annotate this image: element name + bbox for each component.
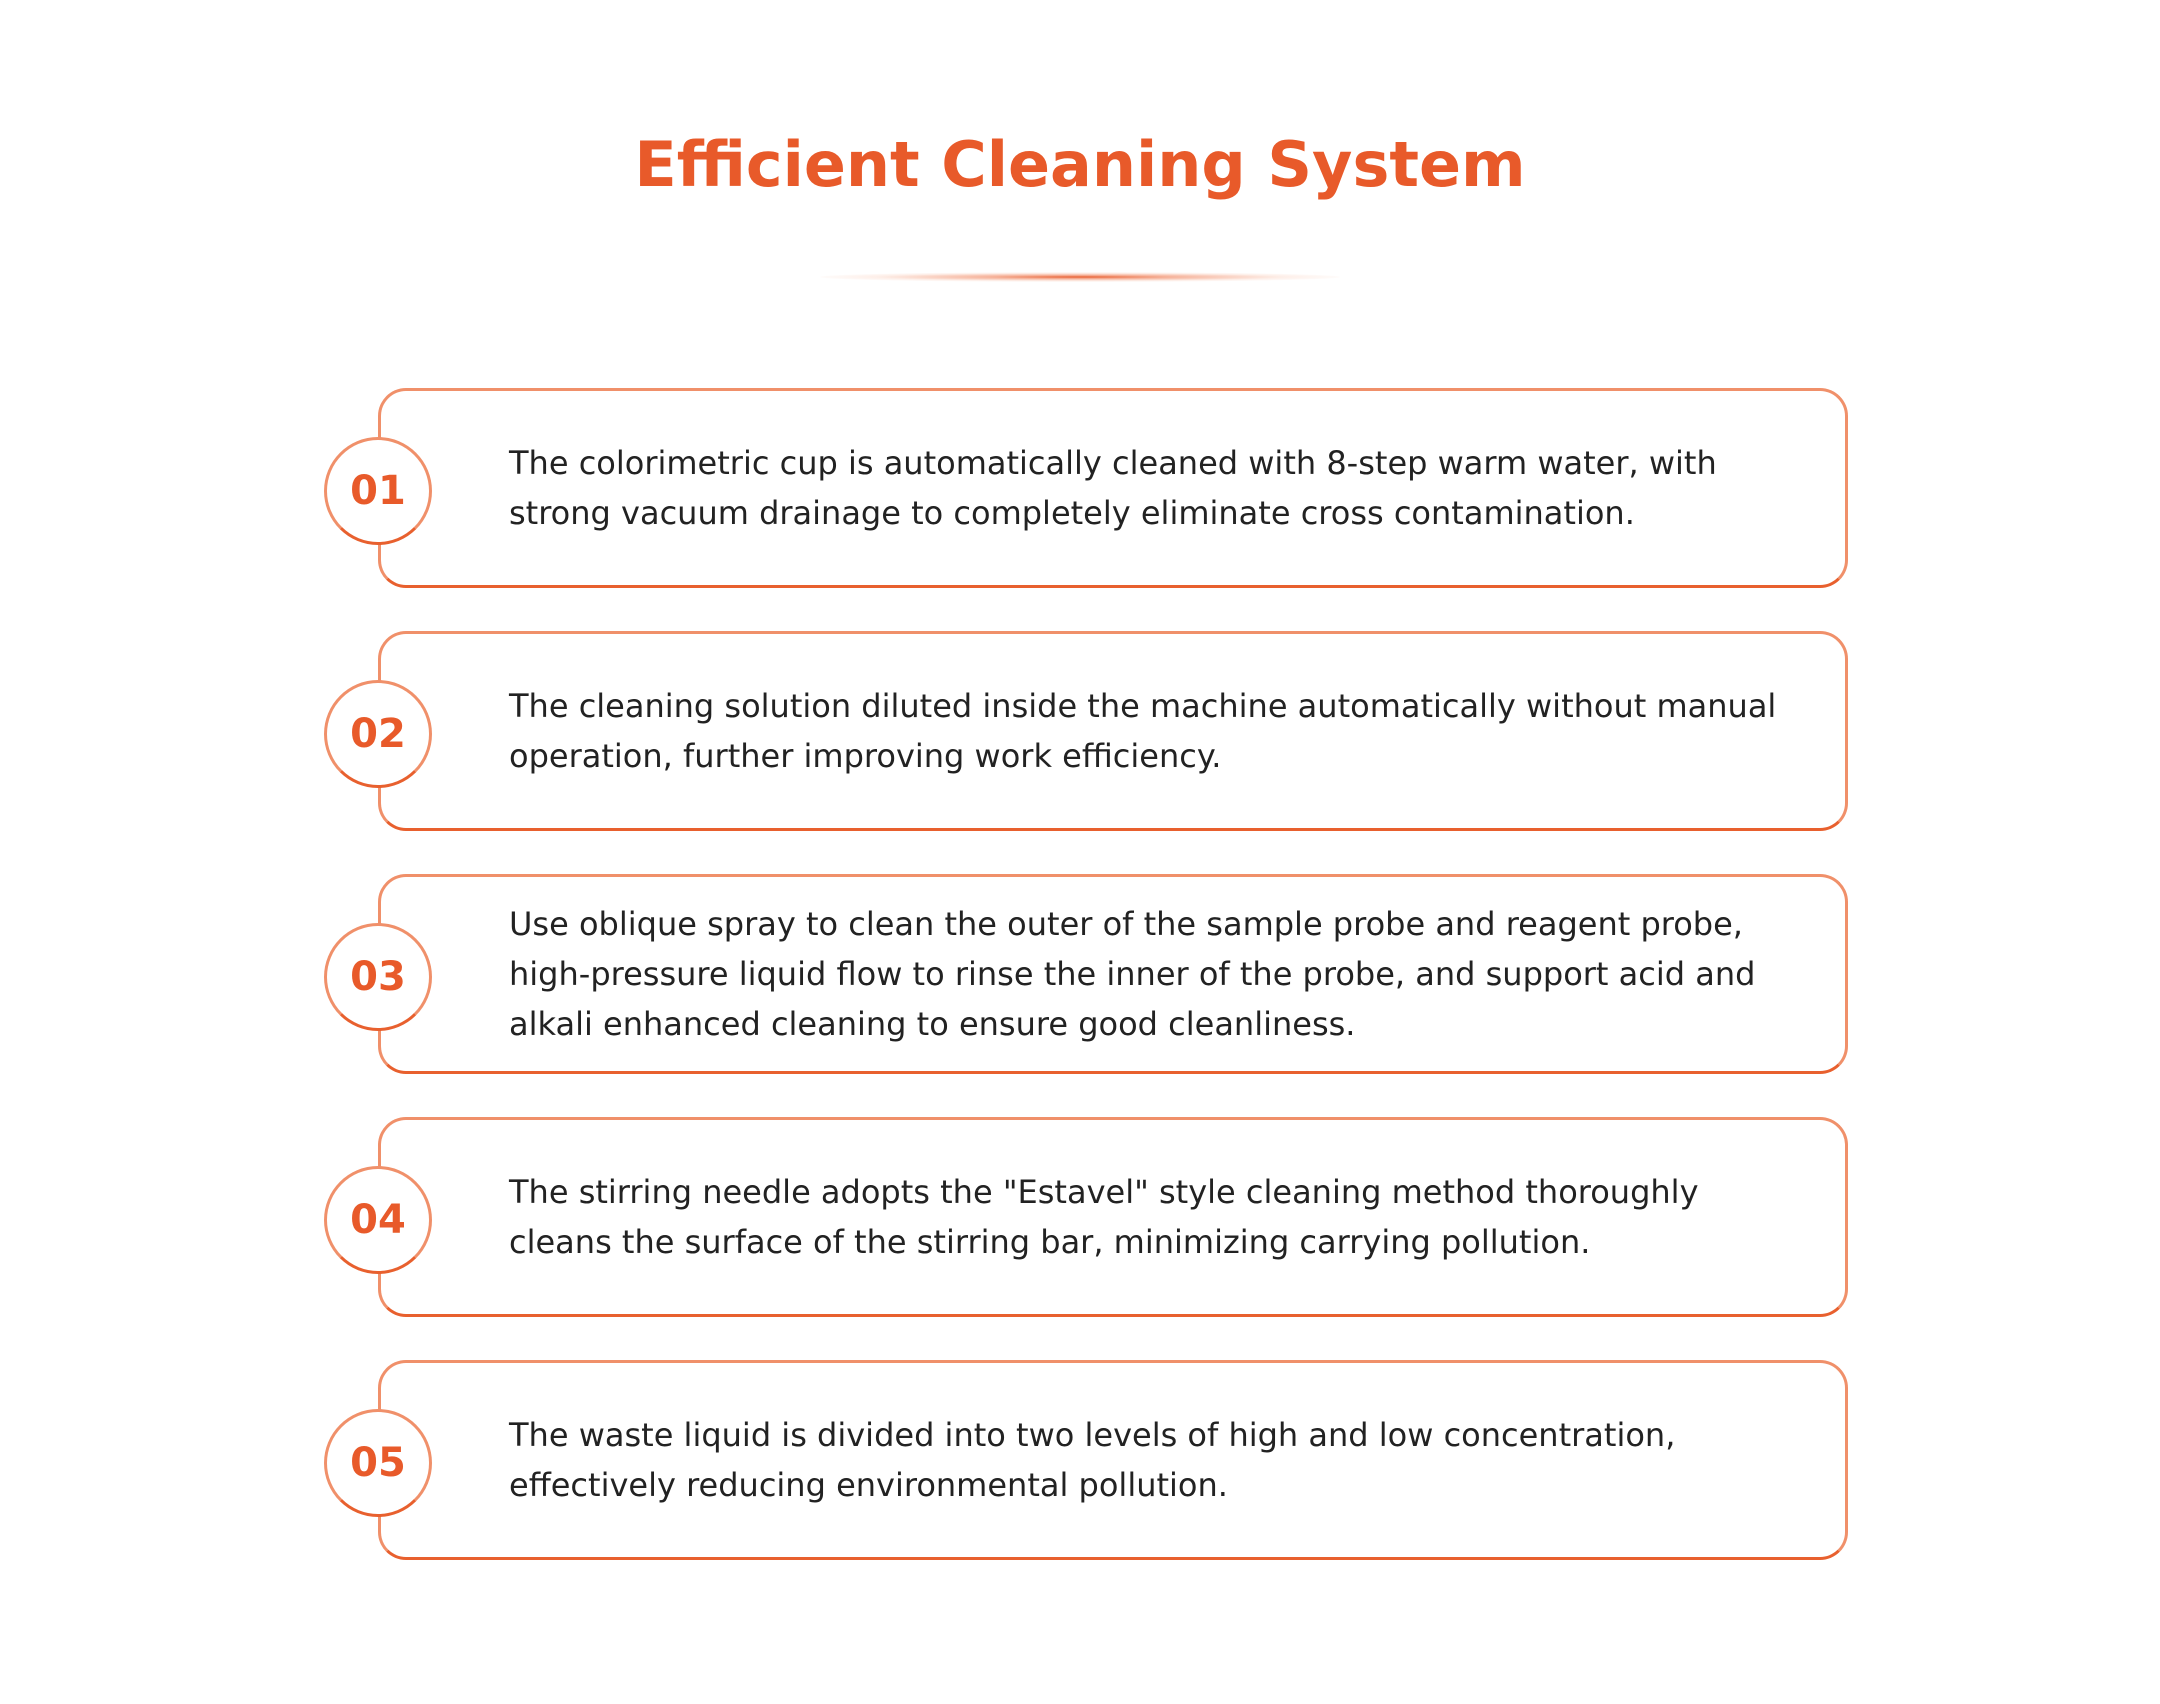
step-number-badge <box>324 437 432 545</box>
step-number-badge <box>324 680 432 788</box>
feature-description: Use oblique spray to clean the outer of the sample probe and reagent probe, high-pressure liquid flow to rinse the inner of the probe, and support acid and alkali enhanced cleaning to ensure good cleanliness. <box>509 905 1756 1043</box>
step-number-badge <box>324 923 432 1031</box>
feature-description: The stirring needle adopts the "Estavel" style cleaning method thoroughly cleans the surface of the stirring bar, minimizing carrying pollution. <box>509 1173 1699 1261</box>
title-divider <box>820 272 1340 282</box>
step-number: 02 <box>350 711 406 757</box>
feature-description: The waste liquid is divided into two levels of high and low concentration, effectively reducing environmental pollution. <box>509 1416 1676 1504</box>
feature-card <box>350 1117 1848 1317</box>
step-number: 04 <box>350 1197 406 1243</box>
feature-card <box>350 1360 1848 1560</box>
feature-card <box>350 388 1848 588</box>
step-number: 01 <box>350 468 406 514</box>
feature-card <box>350 874 1848 1074</box>
step-number: 05 <box>350 1440 406 1486</box>
feature-card <box>350 631 1848 831</box>
step-number: 03 <box>350 954 406 1000</box>
feature-description: The colorimetric cup is automatically cleaned with 8-step warm water, with strong vacuum drainage to completely eliminate cross contamination. <box>509 444 1717 532</box>
step-number-badge <box>324 1409 432 1517</box>
step-number-badge <box>324 1166 432 1274</box>
page-title: Efficient Cleaning System <box>634 128 1526 201</box>
feature-description: The cleaning solution diluted inside the machine automatically without manual operation, further improving work efficiency. <box>509 687 1777 775</box>
